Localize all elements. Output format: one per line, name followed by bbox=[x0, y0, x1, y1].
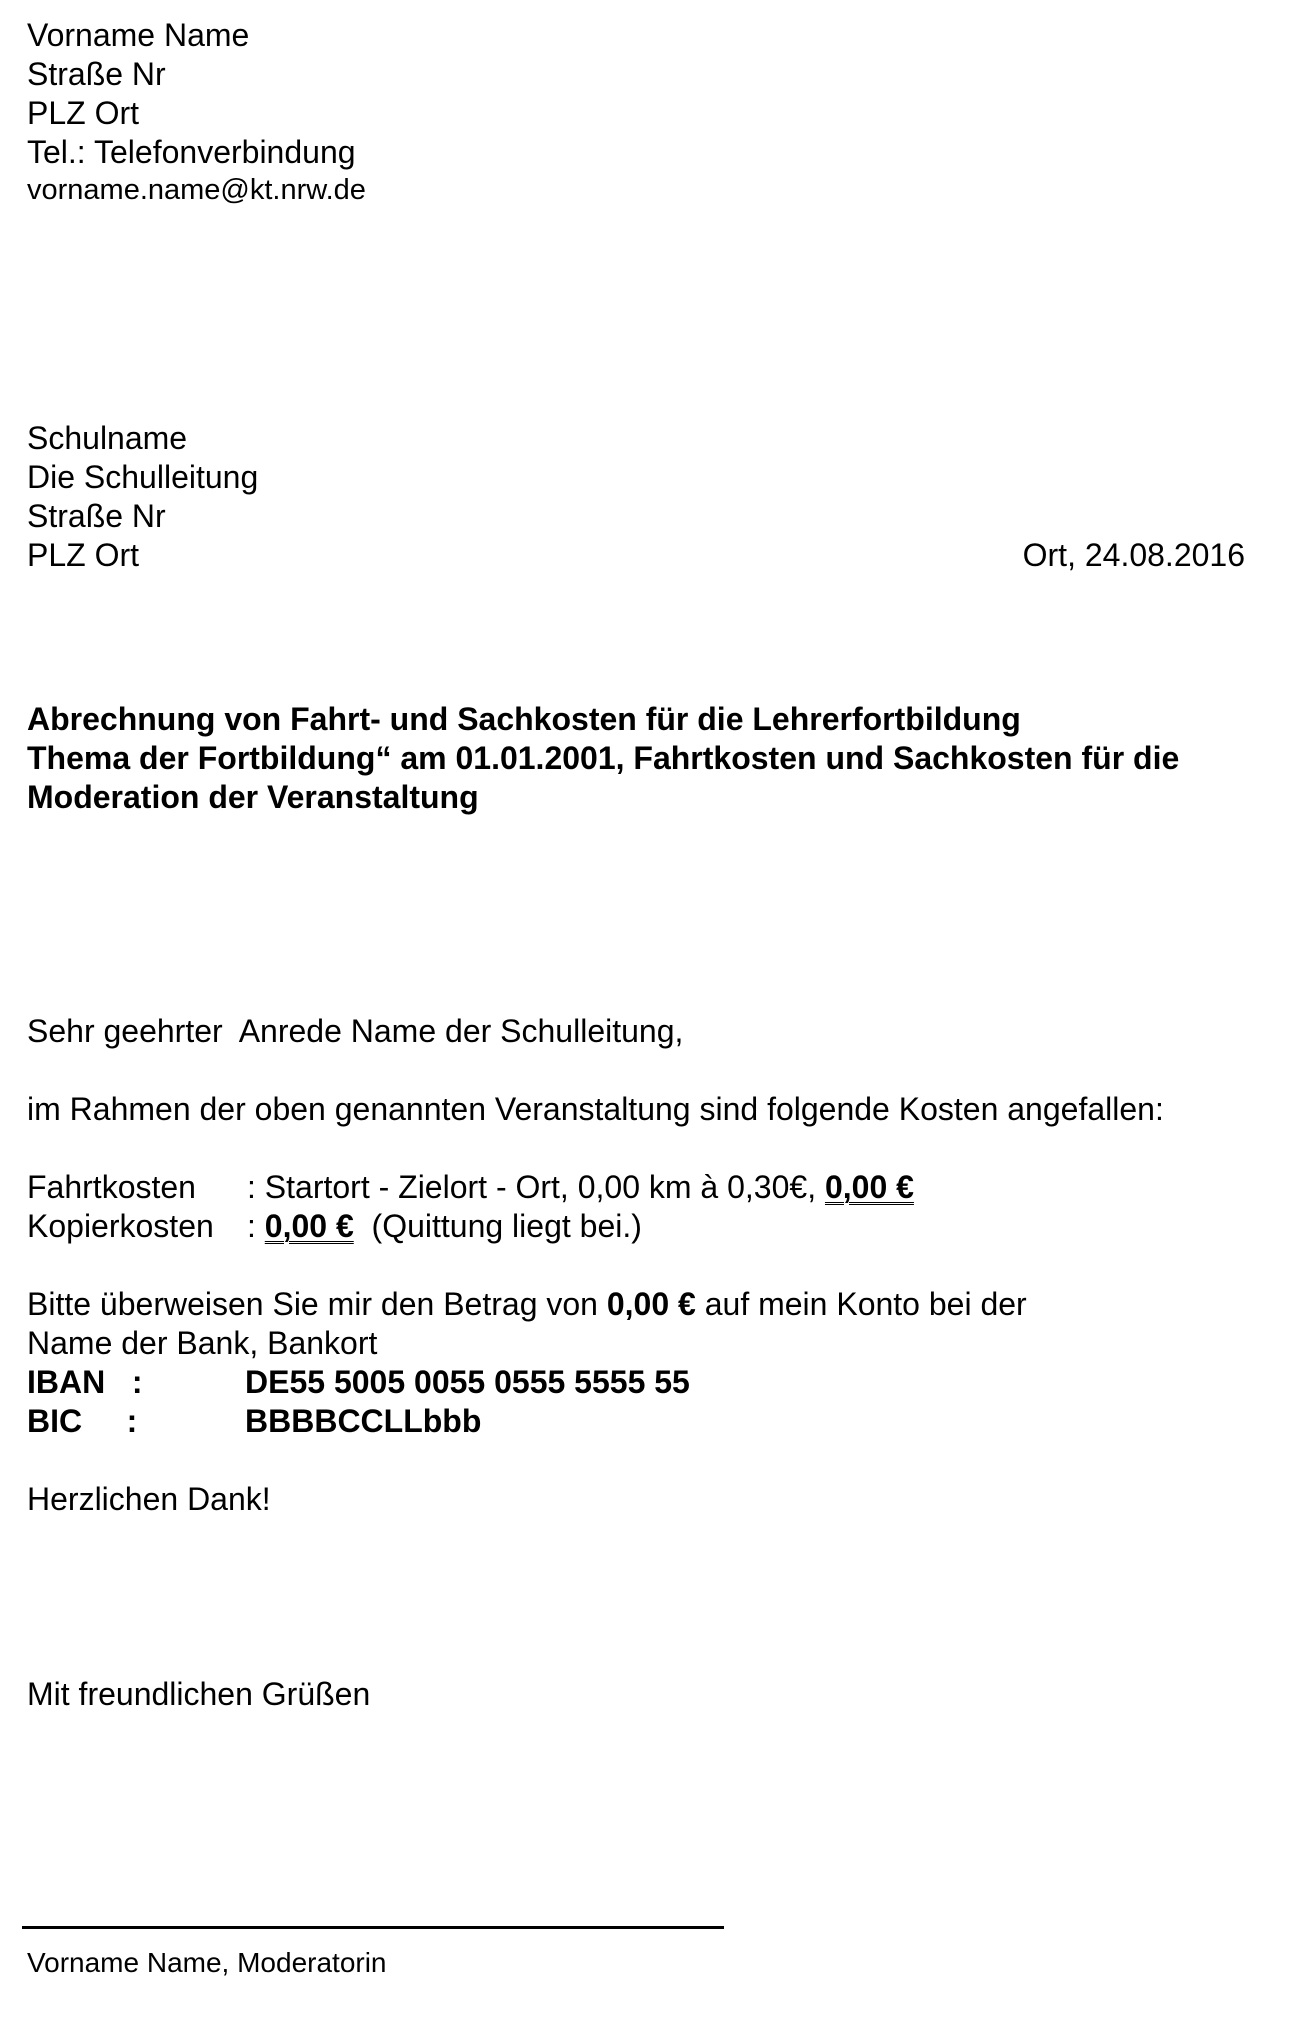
transfer-text-after: auf mein Konto bei der bbox=[695, 1286, 1027, 1322]
subject-block bbox=[27, 700, 1179, 817]
recipient-city: PLZ Ort bbox=[27, 537, 140, 573]
copy-cost-colon: : bbox=[247, 1208, 265, 1244]
bic-label: BIC : bbox=[27, 1403, 138, 1439]
travel-cost-row bbox=[27, 1168, 914, 1207]
intro-text: im Rahmen der oben genannten Veranstaltung sind folgende Kosten angefallen: bbox=[27, 1091, 1164, 1127]
iban-label: IBAN : bbox=[27, 1364, 143, 1400]
travel-cost-label: Fahrtkosten bbox=[27, 1169, 196, 1205]
travel-cost-text: : Startort - Zielort - Ort, 0,00 km à 0,30€, bbox=[247, 1169, 825, 1205]
iban-row bbox=[27, 1363, 690, 1402]
sender-name: Vorname Name bbox=[27, 17, 250, 53]
subject-line-1: Abrechnung von Fahrt- und Sachkosten für die Lehrerfortbildung bbox=[27, 701, 1021, 737]
subject-line-3: Moderation der Veranstaltung bbox=[27, 779, 479, 815]
transfer-text-before: Bitte überweisen Sie mir den Betrag von bbox=[27, 1286, 607, 1322]
sender-email: vorname.name@kt.nrw.de bbox=[27, 174, 366, 206]
copy-cost-amount: 0,00 € bbox=[264, 1208, 354, 1244]
thanks-text: Herzlichen Dank! bbox=[27, 1481, 271, 1517]
recipient-attention: Die Schulleitung bbox=[27, 459, 259, 495]
transfer-amount: 0,00 € bbox=[606, 1286, 696, 1322]
bic-value: BBBBCCLLbbb bbox=[245, 1403, 482, 1439]
copy-cost-label: Kopierkosten bbox=[27, 1208, 214, 1244]
sender-city: PLZ Ort bbox=[27, 95, 140, 131]
copy-cost-note: (Quittung liegt bei.) bbox=[353, 1208, 642, 1244]
recipient-school: Schulname bbox=[27, 420, 188, 456]
signature-line bbox=[22, 1926, 724, 1929]
subject-line-2: Thema der Fortbildung“ am 01.01.2001, Fahrtkosten und Sachkosten für die bbox=[27, 740, 1180, 776]
iban-value: DE55 5005 0055 0555 5555 55 bbox=[245, 1364, 690, 1400]
date-line: Ort, 24.08.2016 bbox=[1022, 537, 1245, 573]
sender-street: Straße Nr bbox=[27, 56, 166, 92]
closing-text: Mit freundlichen Grüßen bbox=[27, 1676, 371, 1712]
bic-row bbox=[27, 1402, 481, 1441]
copy-cost-row bbox=[27, 1207, 642, 1246]
recipient-street: Straße Nr bbox=[27, 498, 166, 534]
travel-cost-amount: 0,00 € bbox=[824, 1169, 914, 1205]
bank-name: Name der Bank, Bankort bbox=[27, 1325, 378, 1361]
salutation: Sehr geehrter Anrede Name der Schulleitung, bbox=[27, 1013, 684, 1049]
transfer-request bbox=[27, 1285, 1027, 1324]
sender-phone: Tel.: Telefonverbindung bbox=[27, 134, 356, 170]
signature-name: Vorname Name, Moderatorin bbox=[27, 1947, 387, 1978]
